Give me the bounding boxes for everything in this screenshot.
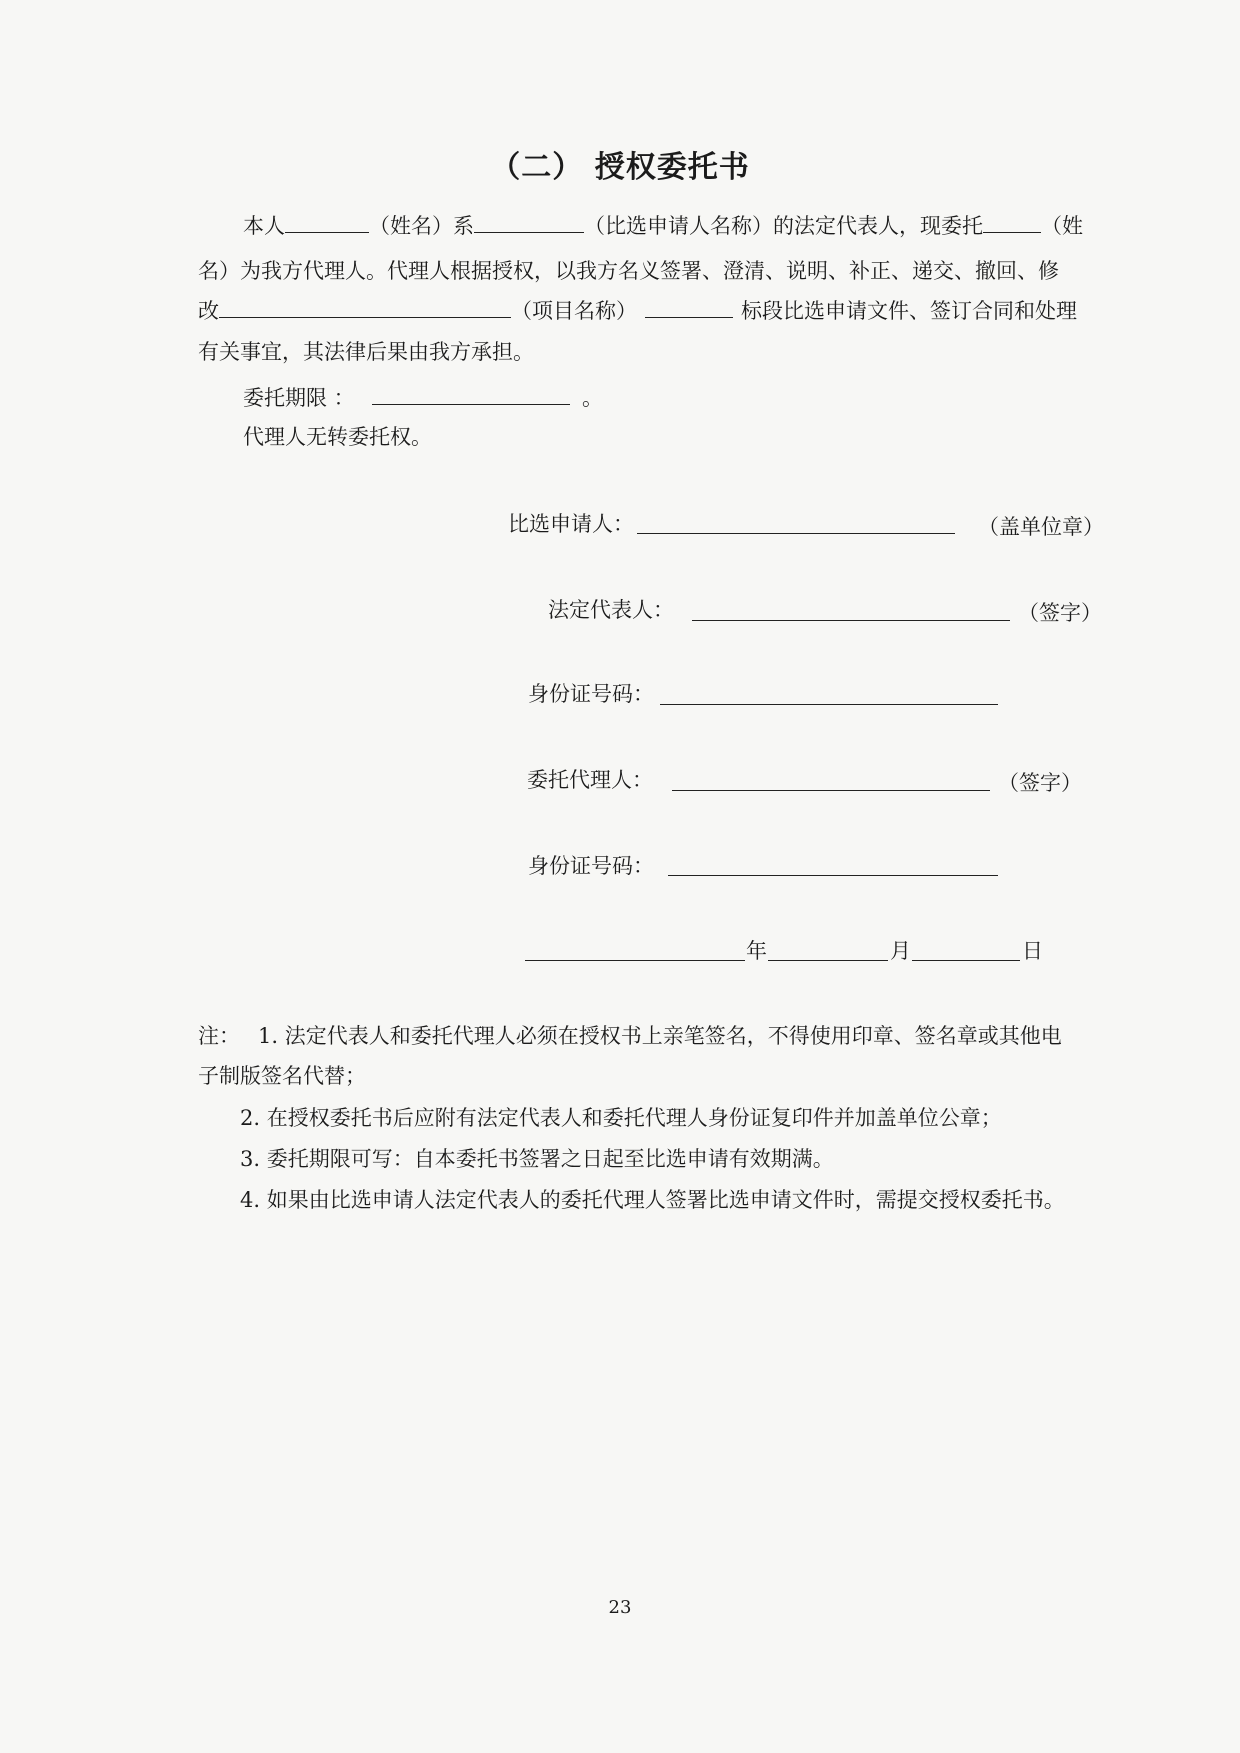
legal-rep-id-label: 身份证号码： xyxy=(528,682,654,706)
date-month-label: 月 xyxy=(890,939,911,963)
text-segment: （姓 xyxy=(1041,214,1083,238)
section-blank[interactable] xyxy=(645,297,733,318)
text-segment: 标段比选申请文件、签订合同和处理 xyxy=(741,299,1077,323)
date-day-label: 日 xyxy=(1022,939,1043,963)
notes-label: 注： xyxy=(198,1024,240,1048)
note-2: 2. 在授权委托书后应附有法定代表人和委托代理人身份证复印件并加盖单位公章； xyxy=(240,1106,1002,1130)
body-line-2: 名）为我方代理人。代理人根据授权，以我方名义签署、澄清、说明、补正、递交、撤回、修 xyxy=(198,259,1059,283)
agent-label: 委托代理人： xyxy=(527,768,653,792)
date-year-blank[interactable] xyxy=(525,960,745,961)
page-title: （二） 授权委托书 xyxy=(490,150,750,185)
text-segment: （比选申请人名称）的法定代表人，现委托 xyxy=(584,214,983,238)
applicant-blank[interactable] xyxy=(637,533,955,534)
body-line-1 xyxy=(243,212,1083,240)
agent-id-blank[interactable] xyxy=(668,875,998,876)
agent-id-label: 身份证号码： xyxy=(528,854,654,878)
page-number: 23 xyxy=(608,1597,632,1618)
legal-rep-id-blank[interactable] xyxy=(660,704,998,705)
no-transfer-text: 代理人无转委托权。 xyxy=(243,425,432,449)
applicant-name-blank[interactable] xyxy=(474,212,584,233)
text-segment: （项目名称） xyxy=(511,299,637,323)
legal-rep-sign-note: （签字） xyxy=(1018,601,1102,625)
agent-sign-note: （签字） xyxy=(998,771,1082,795)
date-day-blank[interactable] xyxy=(912,960,1020,961)
term-end: 。 xyxy=(582,386,603,410)
term-blank[interactable] xyxy=(372,404,570,405)
date-month-blank[interactable] xyxy=(768,960,888,961)
term-label: 委托期限 ： xyxy=(243,386,355,410)
note-3: 3. 委托期限可写：自本委托书签署之日起至比选申请有效期满。 xyxy=(240,1147,834,1171)
agent-signature-blank[interactable] xyxy=(672,790,990,791)
text-segment: 本人 xyxy=(243,214,285,238)
legal-rep-signature-blank[interactable] xyxy=(692,620,1010,621)
note-4: 4. 如果由比选申请人法定代表人的委托代理人签署比选申请文件时，需提交授权委托书。 xyxy=(240,1188,1065,1212)
body-line-4: 有关事宜，其法律后果由我方承担。 xyxy=(198,340,534,364)
note-1: 1. 法定代表人和委托代理人必须在授权书上亲笔签名，不得使用印章、签名章或其他电 xyxy=(258,1024,1062,1048)
text-segment: 改 xyxy=(198,299,219,323)
note-1-continued: 子制版签名代替； xyxy=(198,1064,366,1088)
date-year-label: 年 xyxy=(746,939,767,963)
text-segment: （姓名）系 xyxy=(369,214,474,238)
name-blank[interactable] xyxy=(285,212,369,233)
applicant-seal-note: （盖单位章） xyxy=(978,515,1104,539)
body-line-3 xyxy=(198,297,1077,325)
agent-name-blank[interactable] xyxy=(983,212,1041,233)
legal-rep-label: 法定代表人： xyxy=(548,598,674,622)
applicant-label: 比选申请人： xyxy=(508,512,634,536)
project-name-blank[interactable] xyxy=(219,297,511,318)
